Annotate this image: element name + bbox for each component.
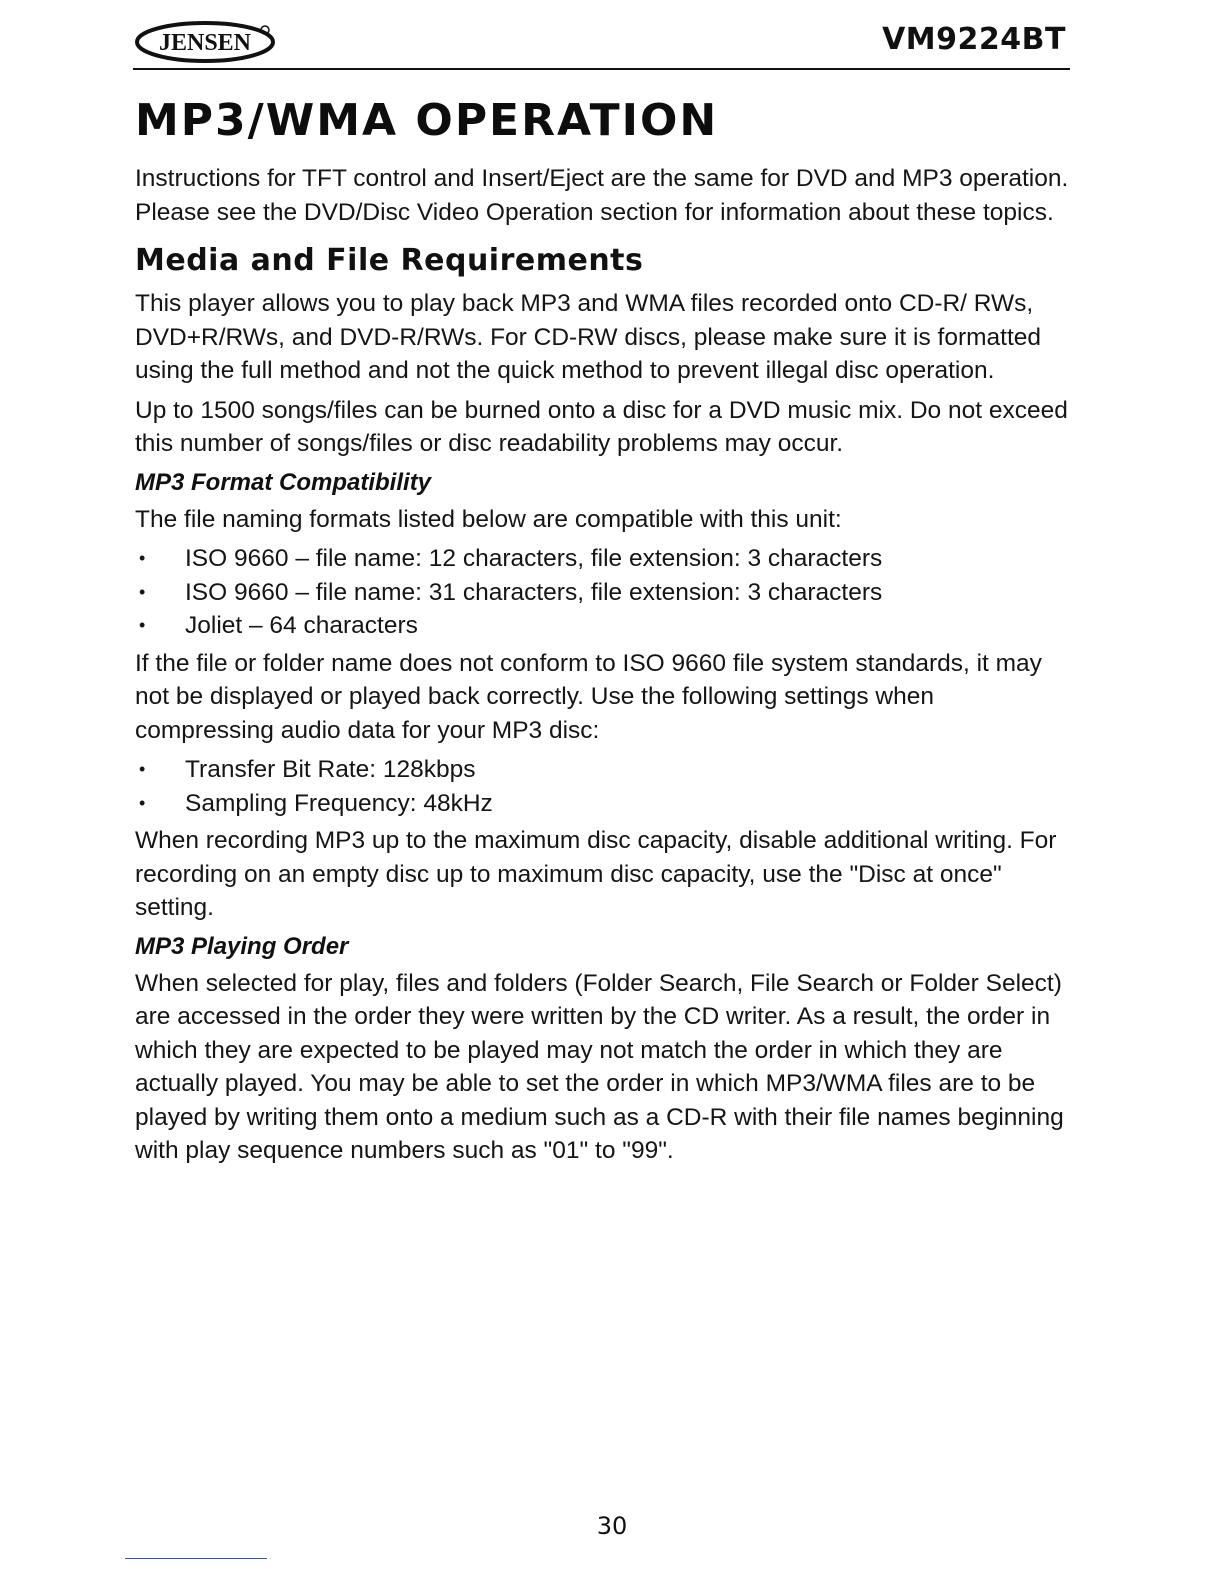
- model-number: VM9224BT: [882, 22, 1066, 57]
- page-title: MP3/WMA OPERATION: [135, 95, 719, 146]
- format-list: [135, 542, 1070, 643]
- format-intro: The file naming formats listed below are compatible with this unit:: [135, 505, 842, 533]
- intro-paragraph: Instructions for TFT control and Insert/Eject are the same for DVD and MP3 operation. Please see the DVD/Disc Video Operation section for information about these topics.: [135, 165, 1069, 226]
- format-paragraph: If the file or folder name does not conform to ISO 9660 file system standards, it may not be displayed or played back correctly. Use the following settings when compressing audio data for your MP3 disc:: [135, 649, 1042, 744]
- header-divider: [133, 68, 1070, 70]
- list-item: [135, 753, 1070, 787]
- list-item: [135, 576, 1070, 610]
- footer-line: [125, 1558, 267, 1559]
- list-item: [135, 609, 1070, 643]
- bullet-icon: •: [139, 615, 146, 635]
- media-paragraph-2: Up to 1500 songs/files can be burned onto a disc for a DVD music mix. Do not exceed this number of songs/files or disc readability problems may occur.: [135, 396, 1068, 457]
- format-compatibility-heading: MP3 Format Compatibility: [135, 468, 432, 496]
- logo-brand-text: JENSEN: [158, 30, 252, 56]
- jensen-logo: [133, 20, 283, 64]
- settings-list: [135, 753, 1070, 820]
- list-item-text: Sampling Frequency: 48kHz: [185, 789, 493, 817]
- media-requirements-heading: Media and File Requirements: [135, 243, 644, 278]
- list-item-text: ISO 9660 – file name: 31 characters, file extension: 3 characters: [185, 578, 883, 606]
- bullet-icon: •: [139, 759, 146, 779]
- page-content: [135, 92, 1070, 1174]
- list-item-text: ISO 9660 – file name: 12 characters, file extension: 3 characters: [185, 545, 883, 572]
- media-paragraph-1: This player allows you to play back MP3 and WMA files recorded onto CD-R/ RWs, DVD+R/RWs, and DVD-R/RWs. For CD-RW discs, please make sure it is formatted using the full method and not the quick method to prevent illegal disc operation.: [135, 290, 1042, 384]
- list-item: [135, 542, 1070, 576]
- list-item: [135, 787, 1070, 821]
- page-number: 30: [596, 1512, 628, 1540]
- playing-order-heading: MP3 Playing Order: [135, 932, 349, 960]
- bullet-icon: •: [139, 548, 146, 568]
- bullet-icon: •: [139, 581, 146, 602]
- recording-paragraph: When recording MP3 up to the maximum disc capacity, disable additional writing. For recording on an empty disc up to maximum disc capacity, use the "Disc at once" setting.: [135, 827, 1057, 921]
- list-item-text: Transfer Bit Rate: 128kbps: [185, 756, 476, 783]
- bullet-icon: •: [139, 792, 146, 813]
- list-item-text: Joliet – 64 characters: [185, 612, 418, 639]
- playing-order-paragraph: When selected for play, files and folders (Folder Search, File Search or Folder Select) are accessed in the order they were written by the CD writer. As a result, the order in which they are expected to be played may not match the order in which they are actually played. You may be able to set the order in which MP3/WMA files are to be played by writing them onto a medium such as a CD-R with their file names beginning with play sequence numbers such as "01" to "99".: [135, 969, 1064, 1164]
